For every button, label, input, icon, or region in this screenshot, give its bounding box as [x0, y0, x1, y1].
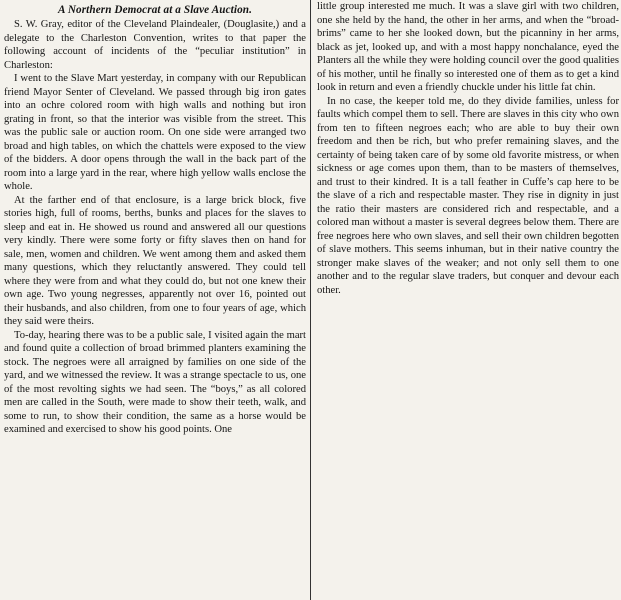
- paragraph: At the farther end of that enclosure, is a large brick block, five stories high, full of rooms, berths, bunks and places for the slaves to sleep and eat in. He showed us round and answered all our questions very kindly. There were some forty or fifty slaves then on hand for sale, men, women and children. We went among them and asked them many questions, which they reluctantly answered. They could tell where they were from and what they could do, but not one knew their own age. Two young negresses, apparently not over 16, pointed out their husbands, and also children, from one to four years of age, which they said were theirs.: [4, 194, 306, 327]
- right-column: [317, 0, 619, 600]
- paragraph: little group interested me much. It was a slave girl with two children, one she held by the hand, the other in her arms, and when the “broad-brims” came to her she looked down, but the picanniny in her arms, black as jet, looked up, and with a most happy nonchalance, eyed the Planters all the while they were holding council over the good qualities of his mother, until he finally so interested one of them as to get a kind look in return and even a friendly chuckle under his little fat chin.: [317, 1, 619, 93]
- paragraph: To-day, hearing there was to be a public sale, I visited again the mart and found quite a collection of broad brimmed planters examining the stock. The negroes were all arraigned by families on one side of the yard, and we witnessed the review. It was a strange spectacle to us, one of the most revolting sights we had seen. The “boys,” as all colored men are called in the South, were made to show their teeth, walk, and some to run, to show their condition, the same as a horse would be examined and exercised to show his good points. One: [4, 329, 306, 435]
- article-headline: A Northern Democrat at a Slave Auction.: [58, 4, 252, 16]
- paragraph: In no case, the keeper told me, do they divide families, unless for faults which compel them to sell. There are slaves in this city who own from ten to fifteen negroes each; who are able to buy their own freedom and then be rich, but who prefer remaining slaves, and the certainty of being taken care of by some old favorite mistress, or when sickness or age comes upon them, than to be masters of themselves, and trust to their kindred. It is a tall feather in Cuffe’s cap here to be the slave of a rich and respectable master. They rise in dignity in just the ratio their masters are considered rich and respectable, and a colored man without a master is several degrees below them. There are free negroes here who own slaves, and sell their own children begotten of slave mothers. This seems inhuman, but in their native country the stronger make slaves of the weaker; and not only sell them to one another and to the regular slave traders, but conquer and devour each other.: [317, 95, 619, 296]
- paragraph: S. W. Gray, editor of the Cleveland Plaindealer, (Douglasite,) and a delegate to the Charleston Convention, writes to that paper the following account of incidents of the “peculiar institution” in Charleston:: [4, 19, 306, 71]
- column-divider: [310, 0, 311, 600]
- paragraph: I went to the Slave Mart yesterday, in company with our Republican friend Mayor Senter of Cleveland. We passed through big iron gates into an ochre colored room with high walls and nothing but iron grating in front, so that the interior was visible from the street. This was the public sale or auction room. On one side were arranged two broad and high tables, on which the chattels were exposed to the view of the bidders. A door opens through the wall in the back part of the room into a large yard in the rear, where high yellow walls enclose the whole.: [4, 73, 306, 192]
- left-column: [4, 0, 306, 600]
